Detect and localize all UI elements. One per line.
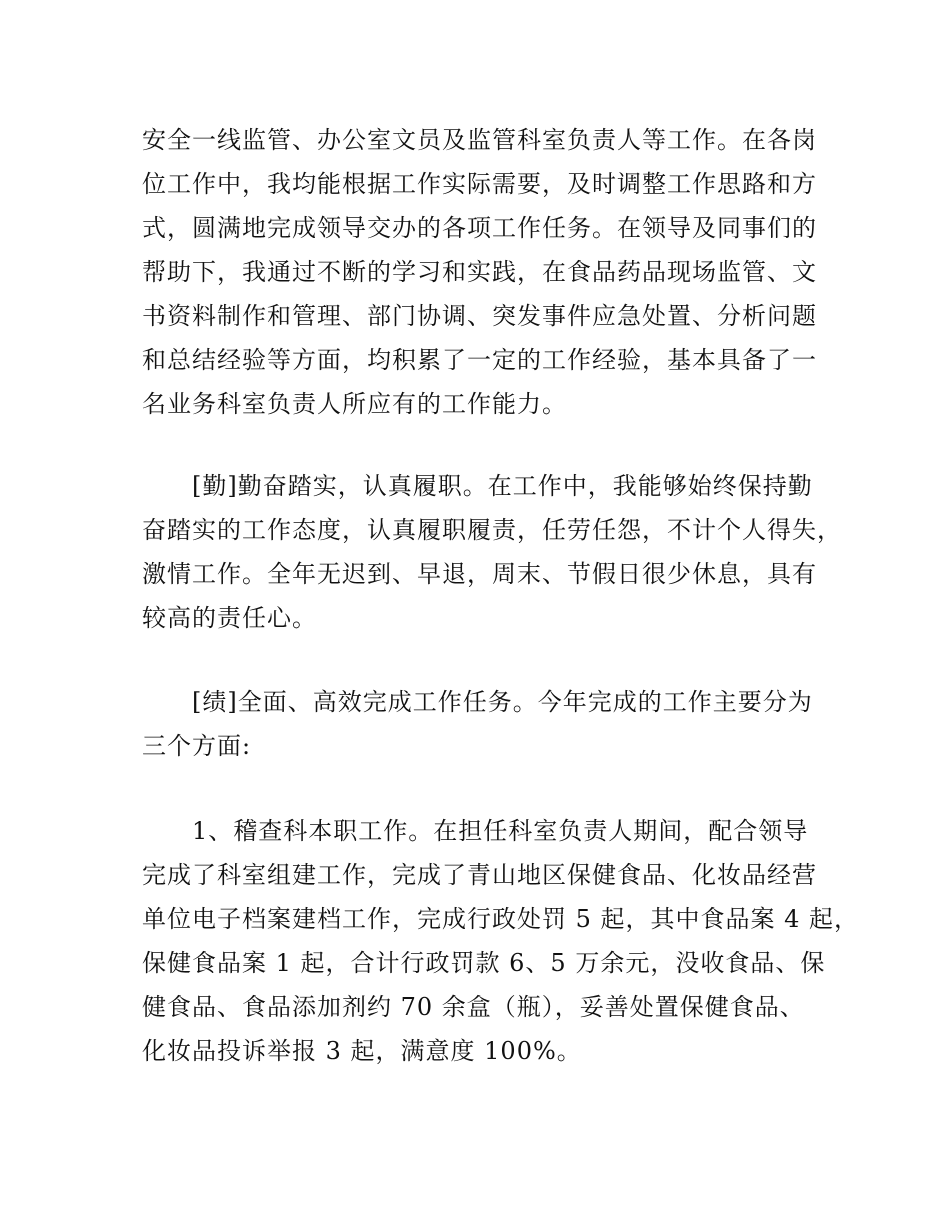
text-line: 完成了科室组建工作，完成了青山地区保健食品、化妆品经营 (142, 861, 817, 889)
text-line: 书资料制作和管理、部门协调、突发事件应急处置、分析问题 (142, 302, 817, 330)
text-line: 较高的责任心。 (142, 604, 317, 632)
text-line: 奋踏实的工作态度，认真履职履责，任劳任怨，不计个人得失， (142, 516, 842, 544)
paragraph-work-experience (142, 118, 822, 426)
paragraph-inspection-work (142, 809, 860, 1073)
text-line: 保健食品案 1 起，合计行政罚款 6、5 万余元，没收食品、保 (142, 949, 826, 977)
text-line: 位工作中，我均能根据工作实际需要，及时调整工作思路和方 (142, 170, 817, 198)
text-line: 和总结经验等方面，均积累了一定的工作经验，基本具备了一 (142, 346, 817, 374)
text-line: 化妆品投诉举报 3 起，满意度 100%。 (142, 1037, 582, 1065)
text-line: 1、稽查科本职工作。在担任科室负责人期间，配合领导 (142, 817, 809, 845)
text-line: 健食品、食品添加剂约 70 余盒（瓶），妥善处置保健食品、 (142, 993, 805, 1021)
paragraph-diligence (142, 464, 842, 640)
text-line: 三个方面: (142, 732, 252, 760)
text-line: 激情工作。全年无迟到、早退，周末、节假日很少休息，具有 (142, 560, 817, 588)
text-line: 帮助下，我通过不断的学习和实践，在食品药品现场监管、文 (142, 258, 817, 286)
text-line: 安全一线监管、办公室文员及监管科室负责人等工作。在各岗 (142, 126, 817, 154)
paragraph-achievements (142, 680, 822, 768)
text-line: 式，圆满地完成领导交办的各项工作任务。在领导及同事们的 (142, 214, 817, 242)
text-line: [勤]勤奋踏实，认真履职。在工作中，我能够始终保持勤 (142, 472, 813, 500)
text-line: 单位电子档案建档工作，完成行政处罚 5 起，其中食品案 4 起， (142, 905, 860, 933)
text-line: [绩]全面、高效完成工作任务。今年完成的工作主要分为 (142, 688, 813, 716)
text-line: 名业务科室负责人所应有的工作能力。 (142, 390, 567, 418)
